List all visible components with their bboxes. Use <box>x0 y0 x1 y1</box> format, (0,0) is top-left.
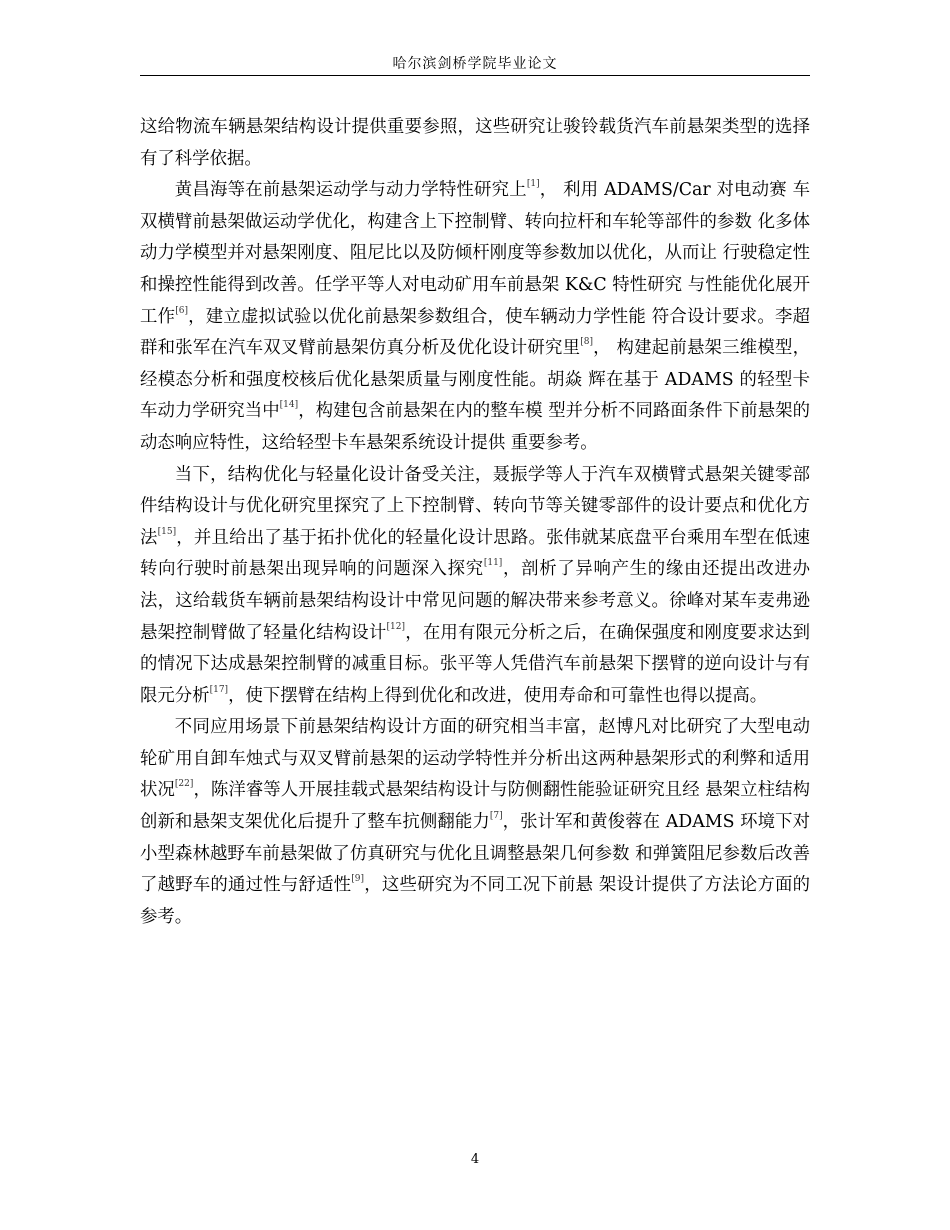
text-run: ，构建包含前悬架在内的整车模 型并分析不同路面条件下前悬架的动态响应特性，这给轻型卡车悬架系统设计提供 重要参考。 <box>140 401 810 453</box>
body-text <box>140 112 810 933</box>
text-run: ，陈洋睿等人开展挂载式悬架结构设计与防侧翻性能验证研究且经 悬架立柱结构创新和悬架支架优化后提升了整车抗侧翻能力 <box>140 780 810 833</box>
citation-marker: [8] <box>580 337 593 348</box>
paragraph <box>140 712 810 933</box>
citation-marker: [14] <box>279 400 299 411</box>
paragraph <box>140 112 810 175</box>
citation-marker: [17] <box>209 684 229 695</box>
paragraph <box>140 460 810 713</box>
citation-marker: [6] <box>175 305 188 316</box>
text-run: ，剖析了异响产生的缘由还提出改进办法，这给载货车辆前悬架结构设计中常见问题的解决带来参考意义。徐峰对某车麦弗逊悬架控制臂做了轻量化结构设计 <box>140 559 810 643</box>
text-run: 黄昌海等在前悬架运动学与动力学特性研究上 <box>174 180 527 201</box>
citation-marker: [12] <box>386 621 405 632</box>
text-run: ，在用有限元分析之后，在确保强度和刚度要求达到的情况下达成悬架控制臂的减重目标。张平等人凭借汽车前悬架下摆臂的逆向设计与有限元分析 <box>140 622 810 706</box>
text-run: ，这些研究为不同工况下前悬 架设计提供了方法论方面的参考。 <box>140 875 810 927</box>
text-run: ，并且给出了基于拓扑优化的轻量化设计思路。张伟就某底盘平台乘用车型在低速转向行驶时前悬架出现异响的问题深入探究 <box>140 527 810 580</box>
text-run: 不同应用场景下前悬架结构设计方面的研究相当丰富，赵博凡对比研究了大型电动轮矿用自卸车烛式与双叉臂前悬架的运动学特性并分析出这两种悬架形式的利弊和适用状况 <box>140 717 810 801</box>
citation-marker: [1] <box>526 179 540 190</box>
page-number: 4 <box>470 1152 480 1167</box>
text-run: 这给物流车辆悬架结构设计提供重要参照，这些研究让骏铃载货汽车前悬架类型的选择有了科学依据。 <box>140 117 810 169</box>
citation-marker: [22] <box>174 779 194 790</box>
citation-marker: [11] <box>483 558 503 569</box>
text-run: 当下，结构优化与轻量化设计备受关注，聂振学等人于汽车双横臂式悬架关键零部件结构设计与优化研究里探究了上下控制臂、转向节等关键零部件的设计要点和优化方法 <box>140 464 810 548</box>
citation-marker: [15] <box>157 526 177 537</box>
citation-marker: [9] <box>351 874 365 885</box>
header-divider <box>140 75 810 76</box>
citation-marker: [7] <box>489 811 503 822</box>
text-run: ，张计军和黄俊蓉在 ADAMS 环境下对小型森林越野车前悬架做了仿真研究与优化且调整悬架几何参数 和弹簧阻尼参数后改善了越野车的通过性与舒适性 <box>140 812 810 896</box>
text-run: ， 利用 ADAMS/Car 对电动赛 车双横臂前悬架做运动学优化，构建含上下控制臂、转向拉杆和车轮等部件的参数 化多体动力学模型并对悬架刚度、阻尼比以及防倾杆刚度等参数加以优化，从而让 行驶稳定性和操控性能得到改善。任学平等人对电动矿用车前悬架 K&C 特性研究 与性能优化展开工作 <box>140 180 810 327</box>
text-run: ，使下摆臂在结构上得到优化和改进，使用寿命和可靠性也得以提高。 <box>228 685 768 706</box>
text-run: ，建立虚拟试验以优化前悬架参数组合，使车辆动力学性能 符合设计要求。李超群和张军在汽车双叉臂前悬架仿真分析及优化设计研究里 <box>140 306 810 359</box>
paragraph <box>140 175 810 459</box>
running-header: 哈尔滨剑桥学院毕业论文 <box>392 56 558 72</box>
text-run: ， 构建起前悬架三维模型，经模态分析和强度校核后优化悬架质量与刚度性能。胡焱 辉在基于 ADAMS 的轻型卡车动力学研究当中 <box>140 338 810 422</box>
